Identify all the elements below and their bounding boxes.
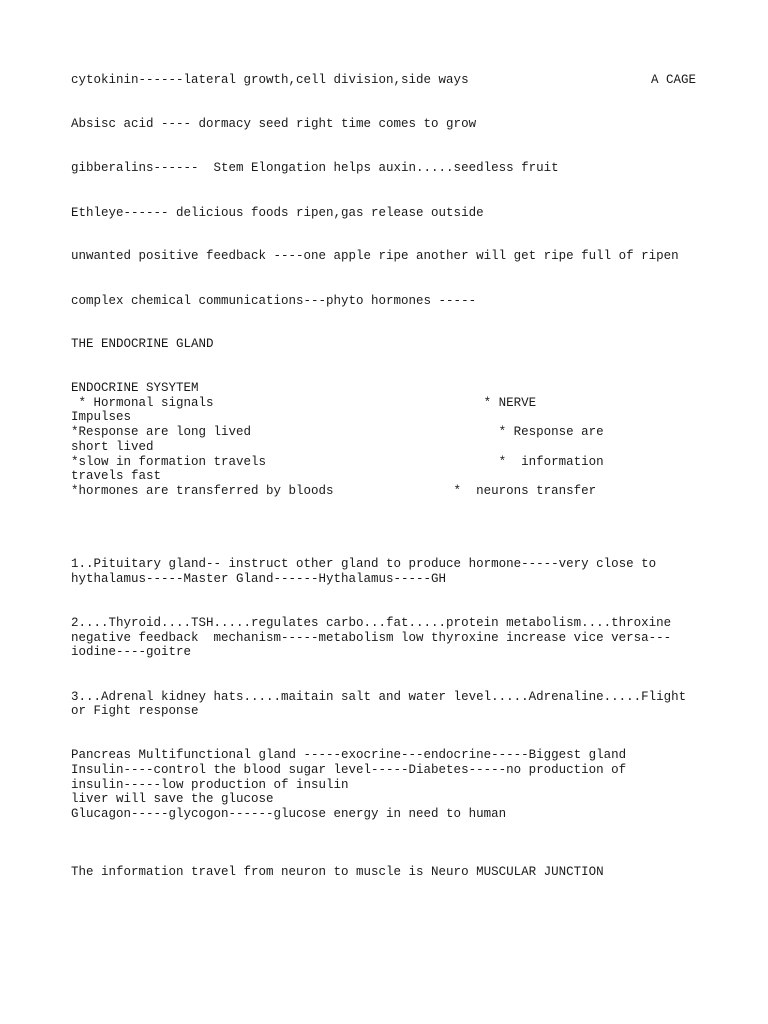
text-line-hormonal-signals: * Hormonal signals * NERVE [71, 396, 537, 410]
text-line-hythalamus: hythalamus-----Master Gland------Hythalamus-----GH [71, 572, 447, 586]
text-line-phyto-hormones: complex chemical communications---phyto hormones ----- [71, 294, 477, 308]
text-line-negative-feedback: negative feedback mechanism-----metabolism low thyroxine increase vice versa--- [71, 631, 672, 645]
heading-endocrine-system: ENDOCRINE SYSYTEM [71, 381, 199, 395]
text-line-pancreas: Pancreas Multifunctional gland -----exocrine---endocrine-----Biggest gland [71, 748, 627, 762]
text-line-travels-fast: travels fast [71, 469, 162, 483]
text-line-cytokinin: cytokinin------lateral growth,cell division,side ways [71, 73, 469, 87]
text-line-insulin-low: insulin-----low production of insulin [71, 778, 349, 792]
text-line-liver: liver will save the glucose [71, 792, 274, 806]
text-line-fight-response: or Fight response [71, 704, 199, 718]
heading-endocrine-gland: THE ENDOCRINE GLAND [71, 337, 214, 351]
text-line-impulses: Impulses [71, 410, 132, 424]
text-a-cage: A CAGE [651, 73, 697, 87]
text-line-absisc-acid: Absisc acid ---- dormacy seed right time comes to grow [71, 117, 477, 131]
text-line-insulin: Insulin----control the blood sugar level-----Diabetes-----no production of [71, 763, 627, 777]
text-line-bloods: *hormones are transferred by bloods * neurons transfer [71, 484, 597, 498]
text-line-positive-feedback: unwanted positive feedback ----one apple ripe another will get ripe full of ripen [71, 249, 679, 263]
text-line-ethleye: Ethleye------ delicious foods ripen,gas release outside [71, 206, 484, 220]
text-line-gibberalins: gibberalins------ Stem Elongation helps auxin.....seedless fruit [71, 161, 559, 175]
text-line-long-lived: *Response are long lived * Response are [71, 425, 604, 439]
text-line-iodine: iodine----goitre [71, 645, 192, 659]
text-line-glucagon: Glucagon-----glycogon------glucose energy in need to human [71, 807, 507, 821]
text-line-neuromuscular-junction: The information travel from neuron to muscle is Neuro MUSCULAR JUNCTION [71, 865, 604, 879]
text-line-slow-formation: *slow in formation travels * information [71, 455, 604, 469]
text-line-adrenal: 3...Adrenal kidney hats.....maitain salt and water level.....Adrenaline.....Flight [71, 690, 687, 704]
text-line-thyroid: 2....Thyroid....TSH.....regulates carbo...fat.....protein metabolism....throxine [71, 616, 672, 630]
text-line-pituitary: 1..Pituitary gland-- instruct other gland to produce hormone-----very close to [71, 557, 657, 571]
text-line-short-lived: short lived [71, 440, 154, 454]
